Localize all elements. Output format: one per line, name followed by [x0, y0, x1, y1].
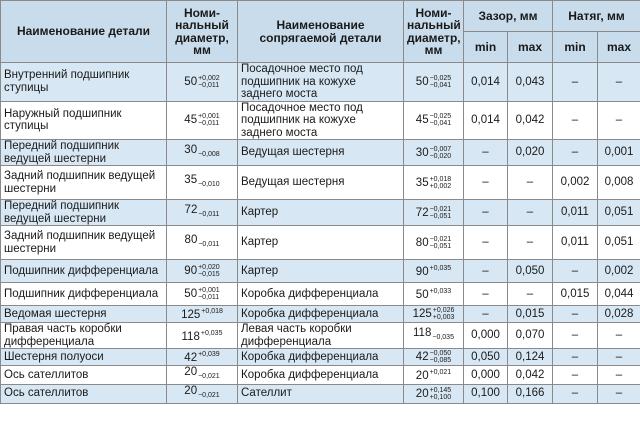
lower-deviation: −0,021 — [198, 392, 220, 400]
mating-diameter-cell — [404, 101, 464, 140]
header-nominal-diameter: Номи-нальный диаметр, мм — [167, 1, 238, 63]
part-name-cell: Задний подшипник ведущей шестерни — [1, 226, 167, 260]
upper-deviation: −0,007 — [429, 145, 452, 153]
nominal-diameter-cell — [167, 140, 238, 166]
clearance-max-cell: – — [508, 200, 553, 226]
clearance-max-cell: 0,042 — [508, 366, 553, 385]
nominal-value: 35 — [184, 173, 198, 186]
upper-deviation: +0,035 — [200, 329, 223, 337]
nominal-value: 20 — [184, 366, 198, 378]
table-row — [1, 63, 640, 102]
mating-part-cell: Коробка дифференциала — [238, 366, 404, 385]
interference-min-cell: 0,011 — [553, 226, 598, 260]
interference-min-cell: – — [553, 306, 598, 323]
clearance-min-cell: – — [464, 166, 508, 200]
clearance-min-cell: – — [464, 140, 508, 166]
lower-deviation: −0,011 — [198, 240, 220, 248]
part-name-cell: Задний подшипник ведущей шестерни — [1, 166, 167, 200]
mating-diameter-cell — [404, 260, 464, 283]
tolerance — [198, 75, 220, 89]
mating-part-cell: Ведущая шестерня — [238, 140, 404, 166]
nominal-value: 42 — [415, 351, 429, 364]
nominal-diameter-cell — [167, 226, 238, 260]
nominal-value: 118 — [413, 326, 432, 339]
table-row — [1, 200, 640, 226]
upper-deviation: −0,025 — [429, 113, 452, 121]
clearance-max-cell: – — [508, 166, 553, 200]
nominal-diameter-cell — [167, 101, 238, 140]
interference-max-cell: – — [598, 366, 640, 385]
header-clearance-min: min — [464, 32, 508, 63]
nominal-value: 30 — [184, 143, 198, 156]
interference-min-cell: 0,015 — [553, 283, 598, 306]
interference-min-cell: 0,011 — [553, 200, 598, 226]
nominal-diameter-cell — [167, 283, 238, 306]
nominal-diameter-cell — [167, 366, 238, 385]
interference-max-cell: – — [598, 384, 640, 403]
clearance-max-cell: – — [508, 283, 553, 306]
interference-max-cell: 0,002 — [598, 260, 640, 283]
lower-deviation: −0,020 — [429, 152, 452, 160]
lower-deviation: +0,003 — [432, 314, 455, 321]
mating-diameter-cell — [404, 349, 464, 366]
part-name-cell: Подшипник дифференциала — [1, 260, 167, 283]
tolerance — [430, 206, 452, 220]
lower-deviation: −0,051 — [429, 212, 452, 220]
lower-deviation: −0,008 — [198, 150, 220, 158]
upper-deviation: +0,039 — [198, 351, 220, 359]
nominal-diameter-cell — [167, 200, 238, 226]
tolerance — [430, 387, 452, 401]
clearance-max-cell: – — [508, 226, 553, 260]
table-row — [1, 166, 640, 200]
nominal-value: 50 — [184, 288, 198, 301]
clearance-min-cell: 0,000 — [464, 366, 508, 385]
header-nominal-diameter-mating: Номи-нальный диаметр, мм — [404, 1, 464, 63]
mating-part-cell: Ведущая шестерня — [238, 166, 404, 200]
nominal-diameter-cell — [167, 260, 238, 283]
nominal-diameter-cell — [167, 306, 238, 323]
part-name-cell: Передний подшипник ведущей шестерни — [1, 140, 167, 166]
upper-deviation: +0,145 — [429, 386, 452, 394]
clearance-max-cell: 0,042 — [508, 101, 553, 140]
upper-deviation: +0,001 — [198, 113, 220, 121]
header-clearance-max: max — [508, 32, 553, 63]
nominal-value: 90 — [184, 265, 198, 278]
upper-deviation: +0,018 — [201, 308, 223, 316]
interference-max-cell: – — [598, 63, 640, 102]
interference-min-cell: – — [553, 101, 598, 140]
tolerance — [430, 113, 452, 127]
lower-deviation: +0,002 — [429, 182, 452, 190]
interference-max-cell: 0,051 — [598, 200, 640, 226]
header-interference-min: min — [553, 32, 598, 63]
nominal-value: 50 — [415, 289, 429, 302]
part-name-cell: Шестерня полуоси — [1, 349, 167, 366]
lower-deviation: +0,100 — [429, 393, 452, 401]
mating-diameter-cell — [404, 366, 464, 385]
mating-part-cell: Картер — [238, 260, 404, 283]
lower-deviation: −0,011 — [198, 294, 220, 301]
mating-diameter-cell — [404, 63, 464, 102]
interference-min-cell: – — [553, 366, 598, 385]
mating-diameter-cell — [404, 306, 464, 323]
interference-min-cell: 0,002 — [553, 166, 598, 200]
nominal-value: 90 — [415, 266, 429, 279]
tolerance — [433, 307, 455, 321]
clearance-min-cell: – — [464, 200, 508, 226]
clearance-max-cell: 0,015 — [508, 306, 553, 323]
interference-max-cell: 0,028 — [598, 306, 640, 323]
table-row — [1, 283, 640, 306]
lower-deviation: −0,011 — [198, 210, 220, 218]
nominal-value: 35 — [415, 176, 429, 189]
nominal-value: 30 — [415, 146, 429, 159]
upper-deviation: +0,021 — [429, 369, 452, 377]
mating-part-cell: Коробка дифференциала — [238, 306, 404, 323]
table-row — [1, 226, 640, 260]
clearance-min-cell: – — [464, 260, 508, 283]
table-row — [1, 366, 640, 385]
mating-part-cell: Картер — [238, 200, 404, 226]
tolerance — [430, 176, 452, 190]
interference-min-cell: – — [553, 349, 598, 366]
table-row — [1, 101, 640, 140]
nominal-value: 20 — [415, 370, 429, 383]
table-row — [1, 306, 640, 323]
lower-deviation: −0,021 — [198, 373, 220, 381]
part-name-cell: Правая часть коробки дифференциала — [1, 323, 167, 349]
nominal-diameter-cell — [167, 323, 238, 349]
mating-diameter-cell — [404, 200, 464, 226]
interference-max-cell: – — [598, 349, 640, 366]
clearance-max-cell: 0,050 — [508, 260, 553, 283]
nominal-diameter-cell — [167, 349, 238, 366]
nominal-value: 118 — [181, 330, 200, 343]
nominal-value: 20 — [184, 384, 198, 397]
header-interference-max: max — [598, 32, 640, 63]
upper-deviation: +0,001 — [198, 287, 220, 294]
upper-deviation: +0,020 — [198, 264, 220, 271]
upper-deviation: +0,035 — [429, 265, 452, 273]
nominal-diameter-cell — [167, 384, 238, 403]
part-name-cell: Передний подшипник ведущей шестерни — [1, 200, 167, 226]
upper-deviation: +0,033 — [429, 288, 452, 296]
interference-max-cell: 0,044 — [598, 283, 640, 306]
nominal-value: 42 — [184, 352, 198, 365]
interference-min-cell: – — [553, 260, 598, 283]
header-part-name: Наименование детали — [1, 1, 167, 63]
mating-part-cell: Сателлит — [238, 384, 404, 403]
lower-deviation: −0,085 — [429, 357, 452, 364]
tolerance — [430, 75, 452, 89]
clearance-min-cell: 0,050 — [464, 349, 508, 366]
nominal-value: 45 — [415, 114, 429, 127]
upper-deviation: +0,018 — [429, 175, 452, 183]
upper-deviation: −0,025 — [429, 74, 452, 82]
tolerance — [430, 146, 452, 160]
mating-diameter-cell — [404, 283, 464, 306]
part-name-cell: Подшипник дифференциала — [1, 283, 167, 306]
nominal-value: 80 — [415, 236, 429, 249]
interference-max-cell: 0,001 — [598, 140, 640, 166]
upper-deviation: +0,002 — [198, 74, 220, 82]
table-row — [1, 349, 640, 366]
upper-deviation: −0,050 — [429, 350, 452, 357]
upper-deviation: +0,026 — [432, 307, 455, 314]
lower-deviation: −0,051 — [429, 242, 452, 250]
lower-deviation: −0,011 — [198, 81, 220, 89]
clearance-max-cell: 0,043 — [508, 63, 553, 102]
mating-part-cell: Посадочное место под подшипник на кожухе заднего моста — [238, 101, 404, 140]
header-clearance: Зазор, мм — [464, 1, 553, 32]
nominal-value: 125 — [181, 309, 201, 322]
nominal-value: 125 — [412, 308, 432, 321]
mating-diameter-cell — [404, 166, 464, 200]
clearance-max-cell: 0,124 — [508, 349, 553, 366]
upper-deviation: −0,021 — [429, 235, 452, 243]
mating-diameter-cell — [404, 226, 464, 260]
mating-part-cell: Картер — [238, 226, 404, 260]
header-interference: Натяг, мм — [553, 1, 640, 32]
nominal-value: 80 — [184, 233, 198, 246]
upper-deviation: −0,021 — [429, 205, 452, 213]
table-row — [1, 323, 640, 349]
nominal-value: 20 — [415, 387, 429, 400]
lower-deviation: −0,035 — [432, 333, 454, 341]
clearance-min-cell: 0,014 — [464, 101, 508, 140]
interference-max-cell: 0,008 — [598, 166, 640, 200]
clearance-max-cell: 0,020 — [508, 140, 553, 166]
interference-max-cell: – — [598, 101, 640, 140]
lower-deviation: −0,011 — [198, 120, 220, 128]
mating-part-cell: Коробка дифференциала — [238, 283, 404, 306]
nominal-diameter-cell — [167, 63, 238, 102]
clearance-max-cell: 0,166 — [508, 384, 553, 403]
nominal-value: 50 — [415, 75, 429, 88]
table-body — [1, 63, 640, 404]
part-name-cell: Ось сателлитов — [1, 384, 167, 403]
interference-min-cell: – — [553, 323, 598, 349]
mating-diameter-cell — [404, 384, 464, 403]
mating-diameter-cell — [404, 323, 464, 349]
interference-min-cell: – — [553, 140, 598, 166]
nominal-value: 72 — [184, 203, 198, 216]
nominal-value: 72 — [415, 206, 429, 219]
clearance-min-cell: – — [464, 283, 508, 306]
tolerance — [198, 113, 220, 127]
part-name-cell: Ось сателлитов — [1, 366, 167, 385]
interference-min-cell: – — [553, 63, 598, 102]
mating-part-cell: Левая часть коробки дифференциала — [238, 323, 404, 349]
clearance-min-cell: 0,100 — [464, 384, 508, 403]
mating-diameter-cell — [404, 140, 464, 166]
tolerance — [430, 236, 452, 250]
clearance-min-cell: – — [464, 226, 508, 260]
tolerance — [430, 350, 452, 364]
mating-part-cell: Коробка дифференциала — [238, 349, 404, 366]
part-name-cell: Наружный подшипник ступицы — [1, 101, 167, 140]
tolerance — [198, 287, 220, 301]
lower-deviation: −0,041 — [429, 81, 452, 89]
nominal-diameter-cell — [167, 166, 238, 200]
nominal-value: 45 — [184, 114, 198, 127]
lower-deviation: −0,010 — [198, 180, 220, 188]
mating-part-cell: Посадочное место под подшипник на кожухе заднего моста — [238, 63, 404, 102]
interference-max-cell: – — [598, 323, 640, 349]
clearance-min-cell: – — [464, 306, 508, 323]
part-name-cell: Внутренний подшипник ступицы — [1, 63, 167, 102]
part-name-cell: Ведомая шестерня — [1, 306, 167, 323]
interference-min-cell: – — [553, 384, 598, 403]
clearance-min-cell: 0,000 — [464, 323, 508, 349]
tolerance — [198, 264, 220, 278]
clearance-min-cell: 0,014 — [464, 63, 508, 102]
table-row — [1, 260, 640, 283]
lower-deviation: −0,041 — [429, 120, 452, 128]
nominal-value: 50 — [184, 75, 198, 88]
lower-deviation: −0,015 — [198, 271, 220, 278]
interference-max-cell: 0,051 — [598, 226, 640, 260]
header-mating-part-name: Наименование сопрягаемой детали — [238, 1, 404, 63]
table-row — [1, 140, 640, 166]
table-row — [1, 384, 640, 403]
clearance-max-cell: 0,070 — [508, 323, 553, 349]
